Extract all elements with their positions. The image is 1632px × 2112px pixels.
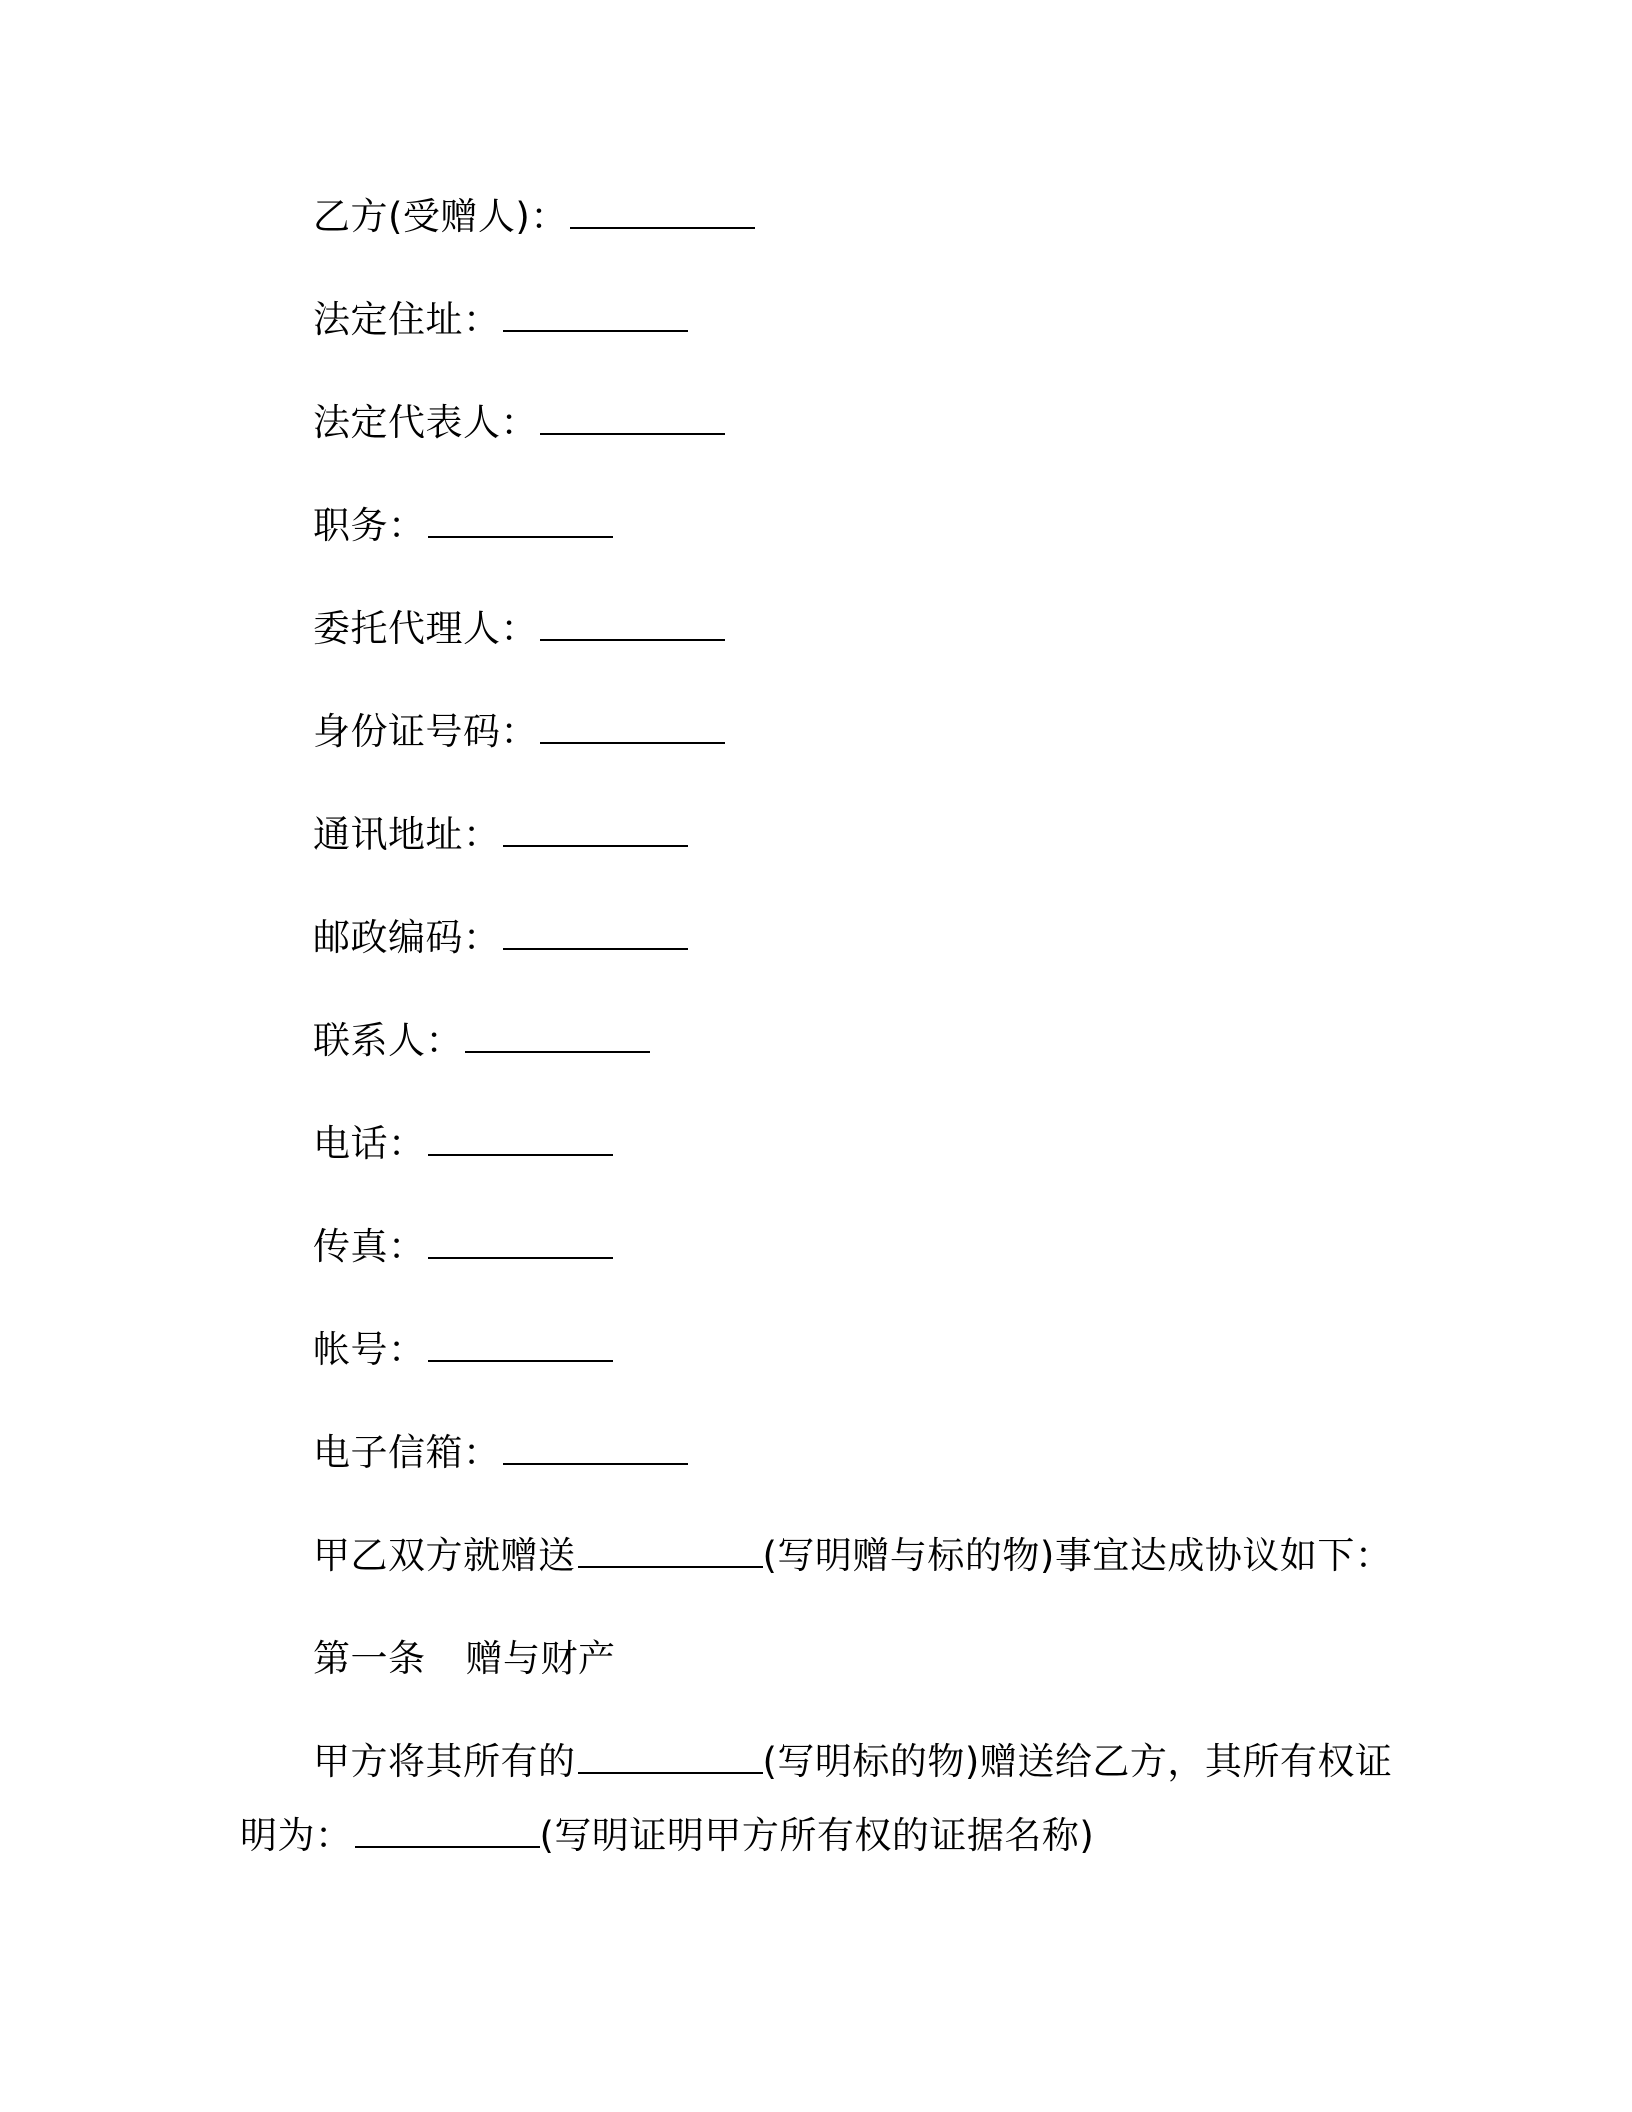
field-position — [313, 502, 613, 550]
field-label: 职务： — [313, 504, 426, 547]
blank-line — [428, 1120, 613, 1156]
blank-line — [540, 399, 725, 435]
field-postal-code — [313, 914, 688, 962]
body-text-after: (写明标的物)赠送给乙方，其所有权证 — [762, 1740, 1393, 1783]
blank-line — [578, 1738, 763, 1774]
blank-line — [428, 1223, 613, 1259]
article-one-body-line-2 — [240, 1812, 1094, 1860]
intro-text-before: 甲乙双方就赠送 — [313, 1534, 576, 1577]
article-number: 第一条 — [313, 1637, 426, 1680]
blank-line — [428, 502, 613, 538]
field-email — [313, 1429, 688, 1477]
field-label: 联系人： — [313, 1019, 463, 1062]
field-legal-address — [313, 296, 688, 344]
field-agent — [313, 605, 725, 653]
blank-line — [578, 1532, 763, 1568]
field-label: 邮政编码： — [313, 916, 501, 959]
blank-line — [503, 914, 688, 950]
blank-line — [465, 1017, 650, 1053]
field-label: 帐号： — [313, 1328, 426, 1371]
blank-line — [503, 296, 688, 332]
blank-line — [503, 811, 688, 847]
body-text-before: 甲方将其所有的 — [313, 1740, 576, 1783]
field-label: 法定代表人： — [313, 401, 538, 444]
field-id-number — [313, 708, 725, 756]
field-phone — [313, 1120, 613, 1168]
field-donee — [313, 193, 755, 241]
article-one-body-line-1 — [313, 1738, 1392, 1786]
blank-line — [355, 1812, 540, 1848]
field-legal-representative — [313, 399, 725, 447]
article-title: 赠与财产 — [465, 1637, 616, 1680]
field-account — [313, 1326, 613, 1374]
field-fax — [313, 1223, 613, 1271]
body-text-after: (写明证明甲方所有权的证据名称) — [539, 1814, 1095, 1857]
body-text-before: 明为： — [240, 1814, 353, 1857]
field-label: 传真： — [313, 1225, 426, 1268]
field-label: 电子信箱： — [313, 1431, 501, 1474]
agreement-intro — [313, 1532, 1392, 1580]
intro-text-after: (写明赠与标的物)事宜达成协议如下： — [762, 1534, 1393, 1577]
field-label: 身份证号码： — [313, 710, 538, 753]
field-mailing-address — [313, 811, 688, 859]
field-label: 乙方(受赠人)： — [313, 195, 568, 238]
field-label: 法定住址： — [313, 298, 501, 341]
field-contact-person — [313, 1017, 650, 1065]
blank-line — [570, 193, 755, 229]
blank-line — [503, 1429, 688, 1465]
field-label: 通讯地址： — [313, 813, 501, 856]
blank-line — [540, 605, 725, 641]
blank-line — [428, 1326, 613, 1362]
field-label: 电话： — [313, 1122, 426, 1165]
article-one-heading — [313, 1635, 616, 1683]
field-label: 委托代理人： — [313, 607, 538, 650]
blank-line — [540, 708, 725, 744]
